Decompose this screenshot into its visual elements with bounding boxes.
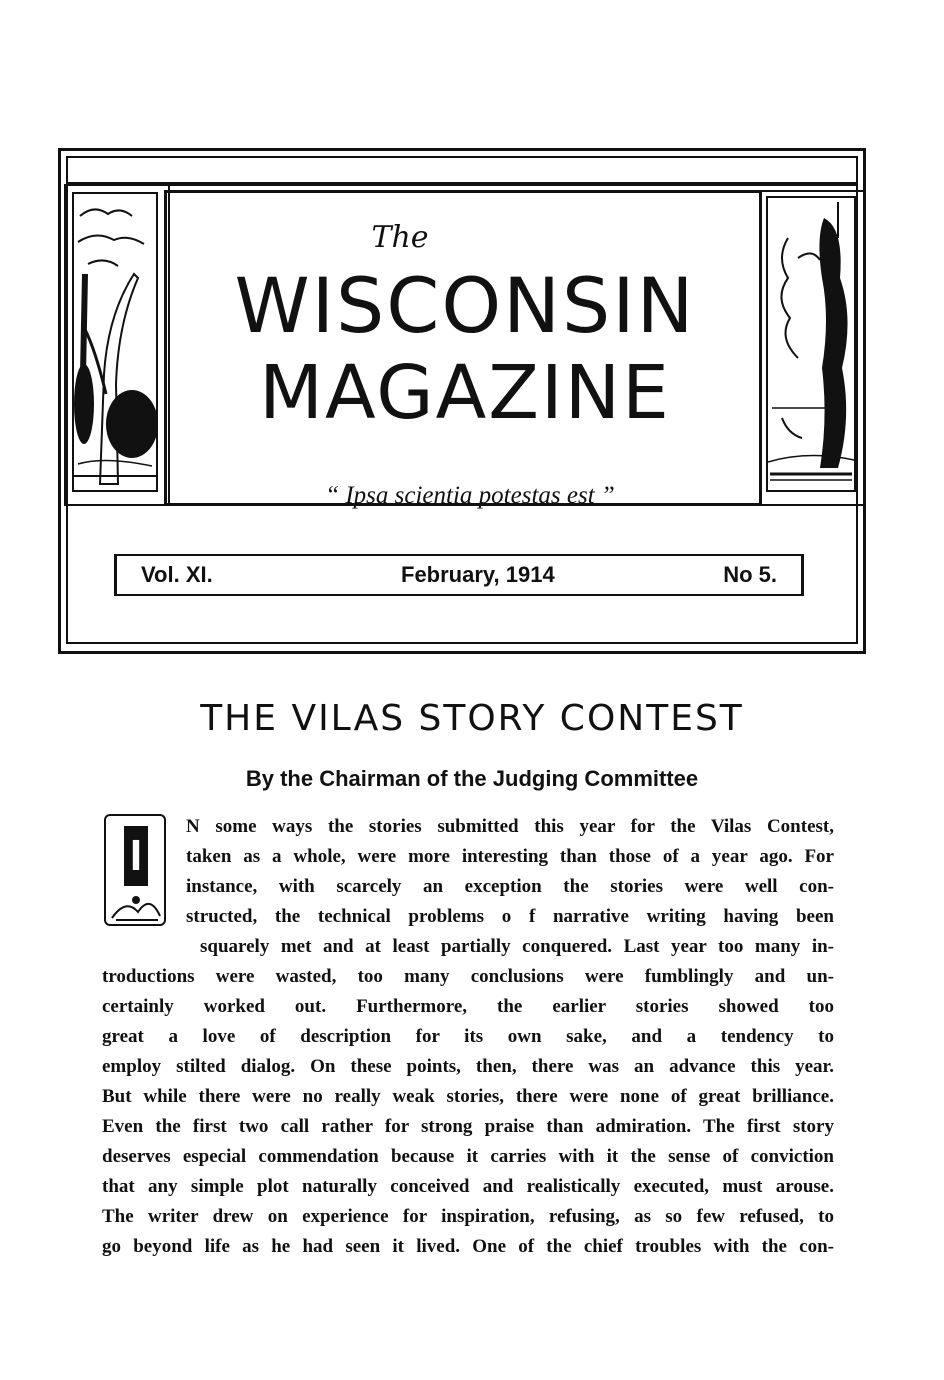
masthead-title-magazine: MAGAZINE <box>259 350 671 436</box>
article-line: certainly worked out. Furthermore, the earlier stories showed too <box>102 996 834 1017</box>
tree-landscape-illustration-right <box>768 198 854 490</box>
article-line: But while there were no really weak stories, there were none of great brilliance. <box>102 1086 834 1107</box>
issue-info-bar <box>114 554 804 596</box>
article-line: squarely met and at least partially conquered. Last year too many in- <box>200 936 834 957</box>
drop-cap-letter: I <box>124 826 148 886</box>
drop-cap-flourish-icon <box>110 888 162 922</box>
article-line: structed, the technical problems o f narrative writing having been <box>186 906 834 927</box>
issue-volume: Vol. XI. <box>141 562 213 587</box>
article-line: that any simple plot naturally conceived and realistically executed, must arouse. <box>102 1176 834 1197</box>
masthead-top-band <box>66 156 858 184</box>
masthead-title-wisconsin: WISCONSIN <box>234 261 696 350</box>
masthead-the: The <box>371 220 429 255</box>
drop-cap-ornament <box>104 814 166 926</box>
article-line: employ stilted dialog. On these points, then, there was an advance this year. <box>102 1056 834 1077</box>
article-line: deserves especial commendation because it carries with it the sense of conviction <box>102 1146 834 1167</box>
issue-number: No 5. <box>723 562 777 587</box>
article-line: instance, with scarcely an exception the stories were well con- <box>186 876 834 897</box>
article-line: Even the first two call rather for strong praise than admiration. The first story <box>102 1116 834 1137</box>
article-line: N some ways the stories submitted this year for the Vilas Contest, <box>186 816 834 837</box>
article-line: troductions were wasted, too many conclusions were fumblingly and un- <box>102 966 834 987</box>
issue-date: February, 1914 <box>401 562 555 587</box>
article-line: taken as a whole, were more interesting than those of a year ago. For <box>186 846 834 867</box>
masthead-motto: “ Ipsa scientia potestas est ” <box>325 482 615 509</box>
article-line: go beyond life as he had seen it lived. One of the chief troubles with the con- <box>102 1236 834 1257</box>
tree-landscape-illustration-left <box>74 194 156 490</box>
article-line: great a love of description for its own sake, and a tendency to <box>102 1026 834 1047</box>
article-line: The writer drew on experience for inspiration, refusing, as so few refused, to <box>102 1206 834 1227</box>
article-byline: By the Chairman of the Judging Committee <box>245 766 699 791</box>
article-title: THE VILAS STORY CONTEST <box>200 698 744 739</box>
